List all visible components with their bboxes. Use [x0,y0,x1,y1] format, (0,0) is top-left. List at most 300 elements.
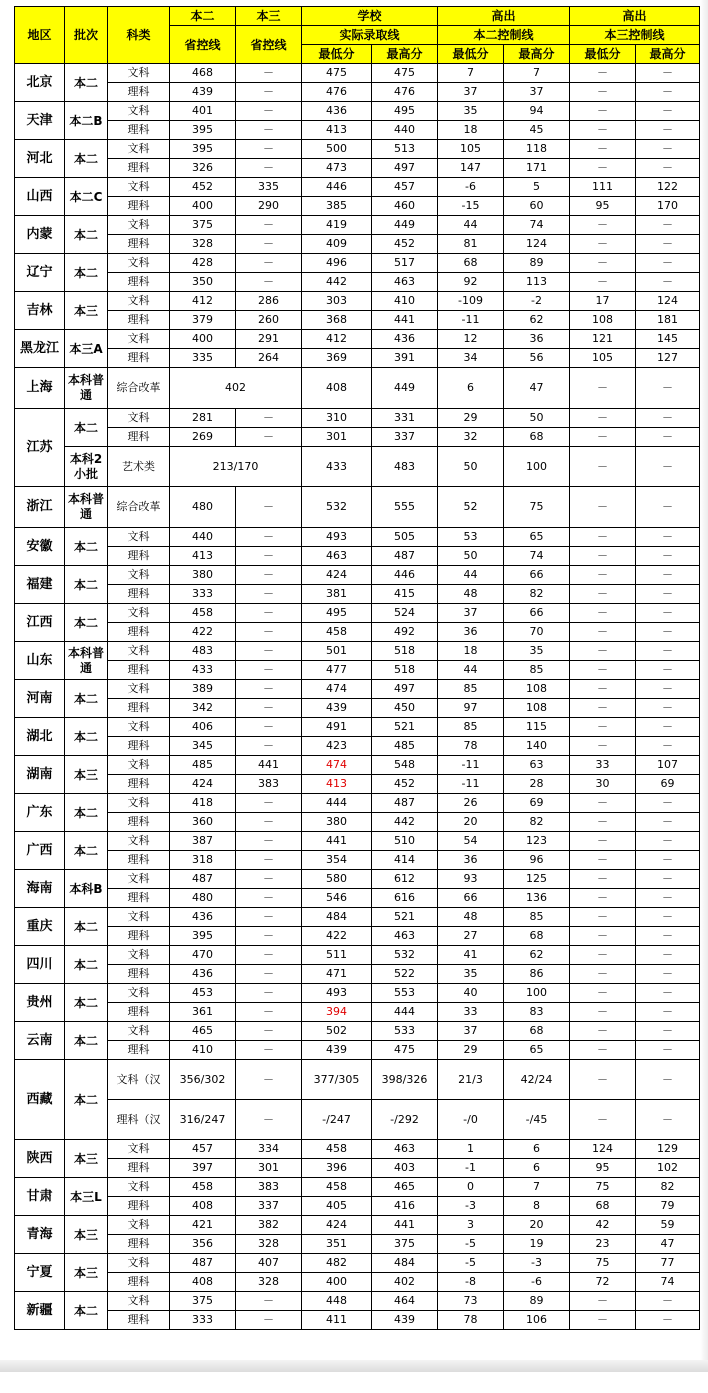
score-cell: － [636,946,700,965]
score-cell: 518 [372,661,438,680]
score-cell: － [570,83,636,102]
batch-cell: 本三 [65,1254,108,1292]
table-row [15,547,700,566]
category-cell: 文科 [108,1292,170,1311]
score-cell: － [236,140,302,159]
score-cell: 439 [372,1311,438,1330]
score-cell: 108 [504,699,570,718]
score-cell: -6 [438,178,504,197]
score-cell: 78 [438,737,504,756]
header-school: 学校 [302,7,438,26]
score-cell: 105 [438,140,504,159]
score-cell: 356 [170,1235,236,1254]
score-cell: － [636,159,700,178]
score-cell: 415 [372,585,438,604]
score-cell: － [636,254,700,273]
score-cell: 452 [170,178,236,197]
score-cell: － [636,1100,700,1140]
score-cell: 100 [504,984,570,1003]
score-cell: 33 [438,1003,504,1022]
score-cell: － [636,832,700,851]
score-cell: 475 [372,64,438,83]
score-cell: － [570,851,636,870]
score-cell: -5 [438,1254,504,1273]
score-cell: － [236,273,302,292]
batch-cell: 本科普通 [65,487,108,528]
score-cell: － [636,121,700,140]
table-row [15,254,700,273]
score-cell: 50 [438,547,504,566]
score-cell: － [636,718,700,737]
score-cell: － [636,870,700,889]
score-cell: 63 [504,756,570,775]
batch-cell: 本二 [65,528,108,566]
score-cell: 65 [504,528,570,547]
table-row [15,349,700,368]
score-cell: － [570,661,636,680]
score-cell: － [570,889,636,908]
table-row [15,1311,700,1330]
score-cell: 48 [438,908,504,927]
score-cell: － [236,680,302,699]
header-gaochu-2: 高出 [570,7,700,26]
score-cell: － [636,699,700,718]
score-cell: － [236,64,302,83]
score-cell: 37 [438,604,504,623]
score-cell: 369 [302,349,372,368]
score-cell: 68 [570,1197,636,1216]
score-cell: 36 [438,623,504,642]
score-cell: － [570,273,636,292]
score-cell: 450 [372,699,438,718]
score-cell: 342 [170,699,236,718]
score-cell: 52 [438,487,504,528]
batch-cell: 本二 [65,984,108,1022]
score-cell: 85 [504,908,570,927]
score-cell: 505 [372,528,438,547]
batch-cell: 本科2小批 [65,447,108,487]
score-cell: 397 [170,1159,236,1178]
score-cell: 517 [372,254,438,273]
score-cell: 290 [236,197,302,216]
table-row [15,330,700,349]
score-cell: － [570,794,636,813]
score-cell: 458 [170,604,236,623]
score-cell: － [636,409,700,428]
score-cell: 7 [504,1178,570,1197]
score-cell: 546 [302,889,372,908]
score-cell: 36 [504,330,570,349]
score-cell: 497 [372,680,438,699]
score-cell: － [570,1060,636,1100]
category-cell: 理科（汉 [108,1100,170,1140]
region-cell: 新疆 [15,1292,65,1330]
score-cell: 301 [302,428,372,447]
category-cell: 综合改革 [108,368,170,409]
score-cell: -1 [438,1159,504,1178]
score-cell: － [236,946,302,965]
score-cell: － [570,1311,636,1330]
header-min-score: 最低分 [438,45,504,64]
score-cell: 441 [372,311,438,330]
category-cell: 理科 [108,311,170,330]
score-cell: 93 [438,870,504,889]
score-cell: 7 [504,64,570,83]
score-cell: 44 [438,216,504,235]
table-row [15,1041,700,1060]
category-cell: 理科 [108,547,170,566]
score-cell: 474 [302,680,372,699]
category-cell: 文科 [108,946,170,965]
score-cell: － [570,946,636,965]
region-cell: 重庆 [15,908,65,946]
score-cell: － [636,528,700,547]
score-cell: － [570,737,636,756]
score-cell: 616 [372,889,438,908]
region-cell: 内蒙 [15,216,65,254]
score-cell: 333 [170,585,236,604]
score-cell: 414 [372,851,438,870]
score-cell: 409 [302,235,372,254]
score-cell: 440 [372,121,438,140]
score-cell: － [636,64,700,83]
table-row [15,832,700,851]
score-cell: 6 [504,1159,570,1178]
score-cell: 68 [504,428,570,447]
score-cell: － [570,409,636,428]
score-cell: 0 [438,1178,504,1197]
table-row [15,428,700,447]
score-cell: 553 [372,984,438,1003]
score-cell: 402 [372,1273,438,1292]
table-row [15,447,700,487]
score-cell: 145 [636,330,700,349]
table-row [15,235,700,254]
score-cell: － [636,1003,700,1022]
score-cell: 106 [504,1311,570,1330]
score-cell: 23 [570,1235,636,1254]
score-cell: － [636,1060,700,1100]
score-cell: 485 [170,756,236,775]
score-cell: -2 [504,292,570,311]
score-cell: 468 [170,64,236,83]
score-cell: － [236,1311,302,1330]
score-cell: 354 [302,851,372,870]
score-cell: 356/302 [170,1060,236,1100]
category-cell: 文科 [108,870,170,889]
score-cell: 487 [170,870,236,889]
table-row [15,889,700,908]
table-row [15,1216,700,1235]
score-cell: -/0 [438,1100,504,1140]
score-cell: － [570,927,636,946]
score-cell: 452 [372,235,438,254]
table-row [15,528,700,547]
score-cell: 75 [570,1254,636,1273]
score-cell: 136 [504,889,570,908]
score-cell: － [236,604,302,623]
score-cell: 37 [504,83,570,102]
score-cell: － [636,604,700,623]
score-cell: 291 [236,330,302,349]
score-cell: 37 [438,1022,504,1041]
score-cell: 513 [372,140,438,159]
batch-cell: 本二 [65,908,108,946]
score-cell: － [236,699,302,718]
batch-cell: 本二 [65,566,108,604]
region-cell: 宁夏 [15,1254,65,1292]
score-cell: 328 [170,235,236,254]
score-cell: 428 [170,254,236,273]
header-max-score: 最高分 [636,45,700,64]
score-cell: 318 [170,851,236,870]
score-cell: 410 [372,292,438,311]
batch-cell: 本三A [65,330,108,368]
score-cell: 81 [438,235,504,254]
score-cell: 421 [170,1216,236,1235]
region-cell: 四川 [15,946,65,984]
score-cell: 395 [170,121,236,140]
score-cell: － [636,642,700,661]
score-cell: 487 [372,547,438,566]
score-cell: 439 [302,699,372,718]
category-cell: 文科 [108,102,170,121]
batch-cell: 本二 [65,1292,108,1330]
category-cell: 文科 [108,1178,170,1197]
score-cell: 333 [170,1311,236,1330]
score-cell: － [570,140,636,159]
score-cell: -/45 [504,1100,570,1140]
category-cell: 文科 [108,409,170,428]
score-cell: 32 [438,428,504,447]
category-cell: 文科 [108,794,170,813]
score-cell: -/247 [302,1100,372,1140]
score-cell: 105 [570,349,636,368]
category-cell: 理科 [108,813,170,832]
score-cell: 477 [302,661,372,680]
score-cell: 522 [372,965,438,984]
table-row [15,775,700,794]
score-cell: 140 [504,737,570,756]
category-cell: 理科 [108,699,170,718]
score-cell: 123 [504,832,570,851]
score-cell: 521 [372,718,438,737]
header-max-score: 最高分 [504,45,570,64]
score-cell: － [570,642,636,661]
score-cell: -3 [504,1254,570,1273]
category-cell: 文科 [108,140,170,159]
score-cell: － [636,623,700,642]
table-row [15,1140,700,1159]
score-cell: 475 [372,1041,438,1060]
score-cell: 113 [504,273,570,292]
score-cell: 118 [504,140,570,159]
score-cell: 213/170 [170,447,302,487]
score-cell: － [236,528,302,547]
region-cell: 福建 [15,566,65,604]
score-cell: － [570,159,636,178]
batch-cell: 本二 [65,794,108,832]
score-cell: － [236,1292,302,1311]
table-row [15,64,700,83]
score-cell: － [636,273,700,292]
score-cell: 444 [372,1003,438,1022]
score-cell: 483 [372,447,438,487]
category-cell: 文科 [108,178,170,197]
score-cell: 92 [438,273,504,292]
table-row [15,965,700,984]
score-cell: 29 [438,1041,504,1060]
score-cell: 40 [438,984,504,1003]
header-prov-line-ben2: 省控线 [170,26,236,64]
page-bottom-shadow [0,1360,708,1372]
score-cell: 269 [170,428,236,447]
category-cell: 理科 [108,927,170,946]
score-table-container [14,6,700,1330]
score-cell: 495 [372,102,438,121]
batch-cell: 本二B [65,102,108,140]
batch-cell: 本二 [65,64,108,102]
category-cell: 艺术类 [108,447,170,487]
score-cell: 77 [636,1254,700,1273]
score-cell: 115 [504,718,570,737]
score-cell: 124 [636,292,700,311]
score-cell: － [570,528,636,547]
score-cell: 5 [504,178,570,197]
score-cell: 37 [438,83,504,102]
score-cell: 181 [636,311,700,330]
batch-cell: 本二 [65,946,108,984]
region-cell: 江苏 [15,409,65,487]
batch-cell: 本二 [65,216,108,254]
score-cell: 6 [438,368,504,409]
score-cell: 75 [570,1178,636,1197]
score-cell: － [236,409,302,428]
table-row [15,368,700,409]
batch-cell: 本二 [65,140,108,178]
score-cell: － [236,908,302,927]
score-cell: 439 [302,1041,372,1060]
batch-cell: 本二 [65,832,108,870]
score-cell: － [570,908,636,927]
score-cell: 122 [636,178,700,197]
score-cell: 121 [570,330,636,349]
score-cell: 532 [372,946,438,965]
score-cell: 453 [170,984,236,1003]
score-cell: 331 [372,409,438,428]
score-cell: 458 [302,623,372,642]
table-header [15,7,700,64]
score-cell: － [570,604,636,623]
score-cell: 26 [438,794,504,813]
score-cell: － [236,159,302,178]
score-cell: 74 [636,1273,700,1292]
score-cell: 83 [504,1003,570,1022]
score-cell: 448 [302,1292,372,1311]
table-row [15,1254,700,1273]
score-cell: 457 [170,1140,236,1159]
score-cell: 45 [504,121,570,140]
batch-cell: 本二 [65,1022,108,1060]
region-cell: 安徽 [15,528,65,566]
table-row [15,1273,700,1292]
region-cell: 天津 [15,102,65,140]
score-cell: 350 [170,273,236,292]
score-cell: 68 [438,254,504,273]
score-cell: 1 [438,1140,504,1159]
category-cell: 文科 [108,1140,170,1159]
score-cell: 310 [302,409,372,428]
score-cell: － [570,547,636,566]
score-cell: -11 [438,775,504,794]
score-cell: － [636,585,700,604]
score-cell: 335 [236,178,302,197]
header-ben3-control: 本三控制线 [570,26,700,45]
category-cell: 理科 [108,121,170,140]
score-cell: － [236,121,302,140]
region-cell: 湖北 [15,718,65,756]
score-cell: － [236,83,302,102]
batch-cell: 本科普通 [65,368,108,409]
score-cell: 484 [372,1254,438,1273]
score-cell: － [236,813,302,832]
region-cell: 河北 [15,140,65,178]
score-cell: 360 [170,813,236,832]
score-cell: 387 [170,832,236,851]
score-cell: 44 [438,661,504,680]
category-cell: 理科 [108,889,170,908]
score-cell: 400 [170,330,236,349]
score-cell: 124 [570,1140,636,1159]
score-cell: 316/247 [170,1100,236,1140]
score-cell: 380 [170,566,236,585]
score-cell: 17 [570,292,636,311]
score-cell: 171 [504,159,570,178]
score-cell: 35 [504,642,570,661]
score-cell: 85 [438,718,504,737]
score-cell: － [570,813,636,832]
score-cell: － [236,642,302,661]
score-cell: 75 [504,487,570,528]
table-row [15,102,700,121]
score-cell: 441 [302,832,372,851]
score-cell: － [236,927,302,946]
score-cell: － [236,216,302,235]
score-cell: 474 [302,756,372,775]
table-row [15,1178,700,1197]
region-cell: 西藏 [15,1060,65,1140]
score-cell: 82 [504,813,570,832]
region-cell: 山西 [15,178,65,216]
score-cell: 381 [302,585,372,604]
score-cell: 29 [438,409,504,428]
score-cell: － [570,1292,636,1311]
score-cell: 74 [504,216,570,235]
score-cell: 68 [504,927,570,946]
score-cell: 460 [372,197,438,216]
table-row [15,178,700,197]
category-cell: 理科 [108,585,170,604]
score-cell: 7 [438,64,504,83]
score-cell: － [636,1041,700,1060]
score-cell: － [236,487,302,528]
score-cell: -109 [438,292,504,311]
score-cell: 66 [504,604,570,623]
score-cell: 395 [170,927,236,946]
score-cell: 444 [302,794,372,813]
score-cell: 326 [170,159,236,178]
score-cell: 108 [570,311,636,330]
